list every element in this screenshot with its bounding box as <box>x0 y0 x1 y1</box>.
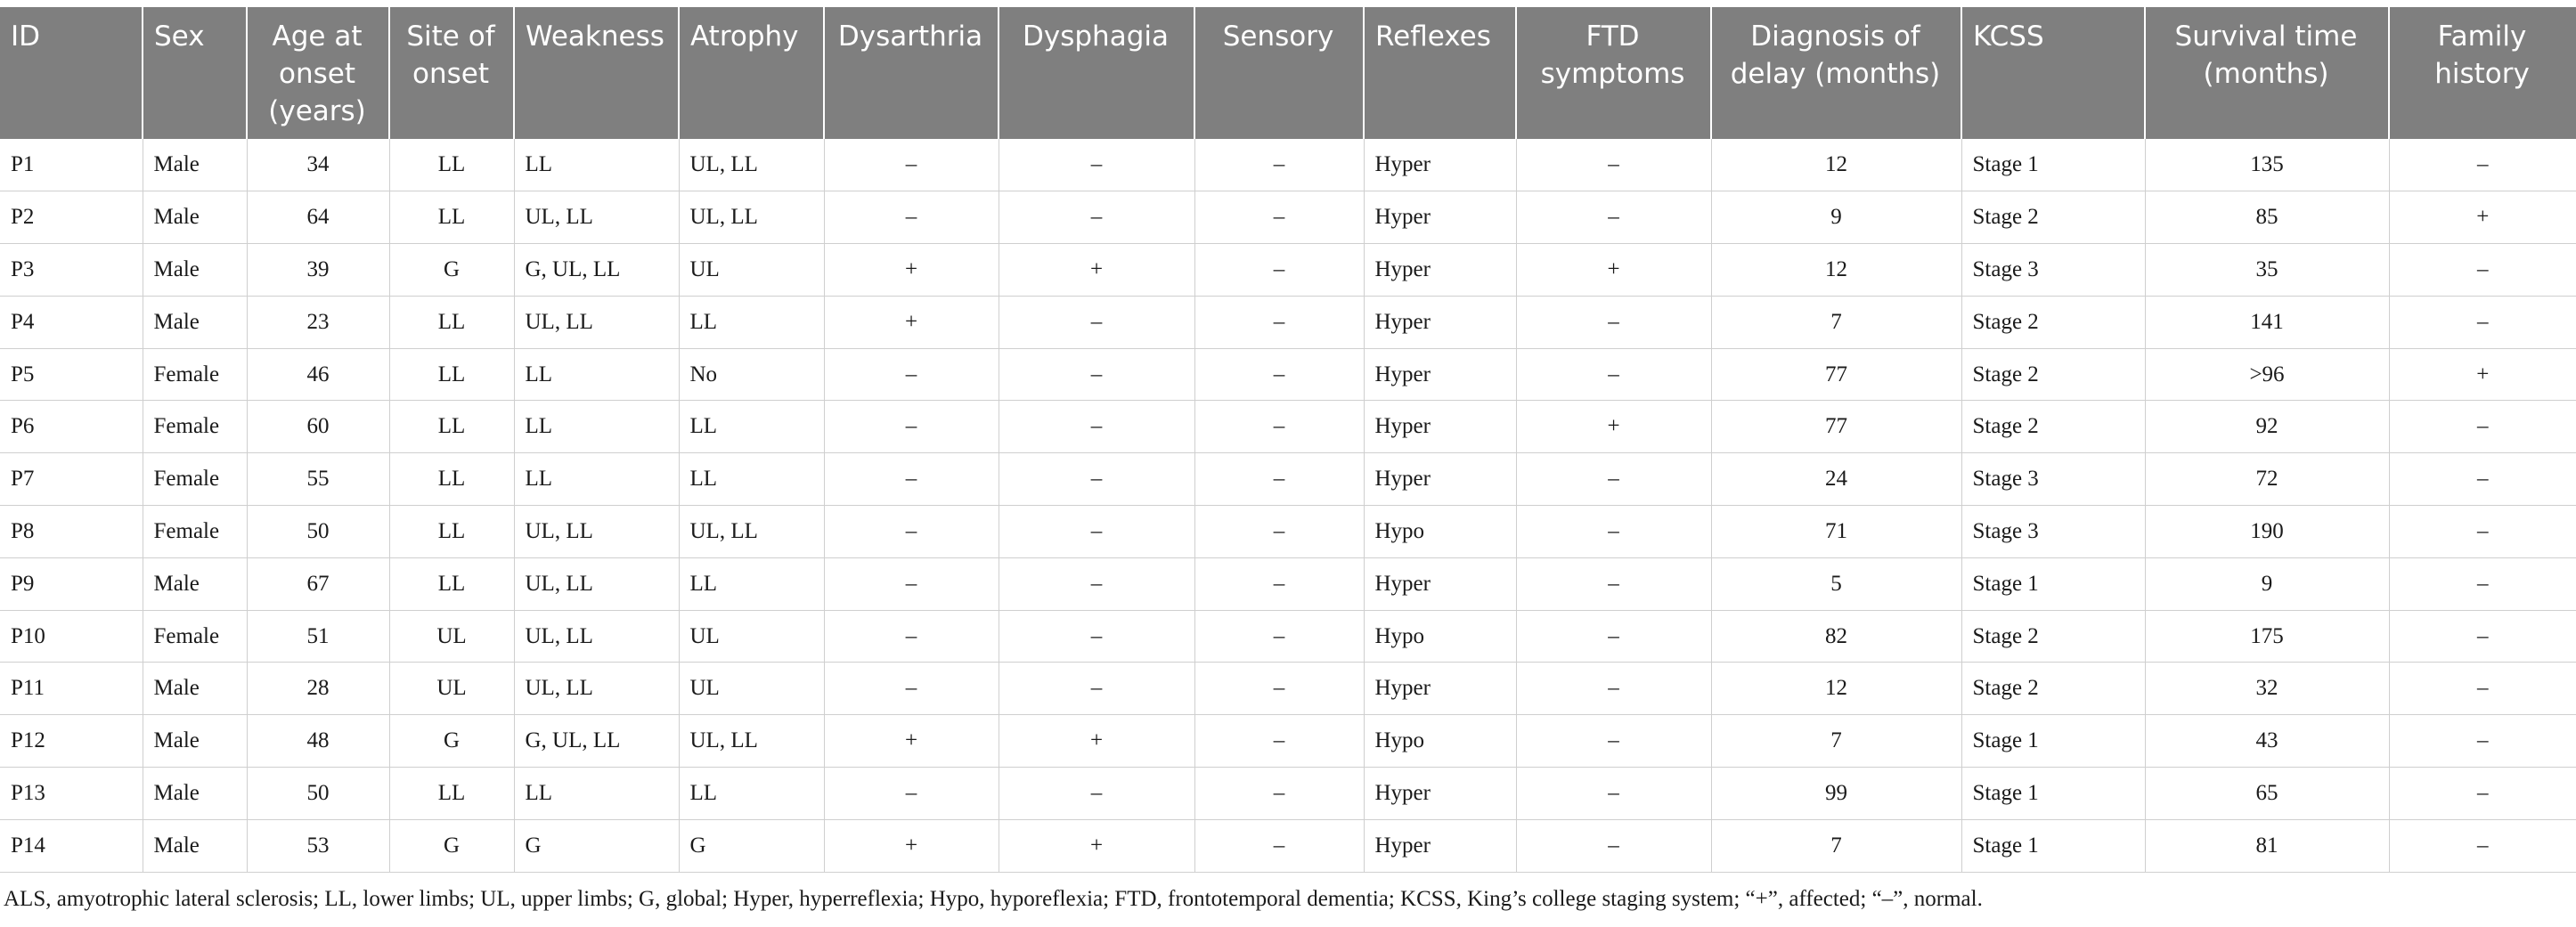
table-cell: UL <box>389 663 514 715</box>
table-cell: 7 <box>1711 715 1961 768</box>
column-header: Survival time (months) <box>2145 7 2389 139</box>
table-cell: + <box>1516 244 1711 297</box>
table-cell: Stage 2 <box>1961 191 2145 244</box>
table-cell: LL <box>389 139 514 191</box>
table-cell: – <box>2389 768 2576 820</box>
table-cell: 53 <box>247 819 389 872</box>
table-cell: – <box>1194 715 1364 768</box>
table-cell: Stage 2 <box>1961 296 2145 348</box>
table-cell: LL <box>514 453 679 506</box>
table-cell: – <box>1194 819 1364 872</box>
table-cell: LL <box>389 401 514 453</box>
table-row <box>0 557 2576 610</box>
table-cell: – <box>2389 139 2576 191</box>
table-cell: 12 <box>1711 244 1961 297</box>
table-row <box>0 348 2576 401</box>
table-cell: – <box>1194 401 1364 453</box>
table-cell: G <box>389 244 514 297</box>
table-cell: + <box>824 296 999 348</box>
table-cell: – <box>1194 768 1364 820</box>
table-cell: – <box>2389 244 2576 297</box>
table-cell: 12 <box>1711 139 1961 191</box>
table-cell: – <box>1194 663 1364 715</box>
table-cell: + <box>1516 401 1711 453</box>
table-cell: – <box>1516 819 1711 872</box>
table-cell: – <box>824 610 999 663</box>
table-cell: + <box>999 715 1194 768</box>
table-cell: 48 <box>247 715 389 768</box>
table-cell: P12 <box>0 715 143 768</box>
table-cell: LL <box>679 768 824 820</box>
table-cell: P3 <box>0 244 143 297</box>
table-cell: LL <box>389 506 514 558</box>
table-cell: Stage 3 <box>1961 453 2145 506</box>
table-cell: LL <box>514 401 679 453</box>
column-header: Family history <box>2389 7 2576 139</box>
table-cell: Male <box>143 191 247 244</box>
table-cell: – <box>1194 191 1364 244</box>
table-cell: Stage 2 <box>1961 663 2145 715</box>
table-cell: 5 <box>1711 557 1961 610</box>
patient-characteristics-table <box>0 7 2576 873</box>
table-cell: 35 <box>2145 244 2389 297</box>
table-cell: – <box>824 453 999 506</box>
table-cell: Stage 1 <box>1961 557 2145 610</box>
column-header: Age at onset (years) <box>247 7 389 139</box>
table-cell: Hyper <box>1364 296 1516 348</box>
table-cell: 23 <box>247 296 389 348</box>
table-cell: – <box>2389 715 2576 768</box>
table-cell: UL, LL <box>679 191 824 244</box>
column-header: Site of onset <box>389 7 514 139</box>
table-cell: 72 <box>2145 453 2389 506</box>
table-cell: – <box>2389 819 2576 872</box>
table-cell: LL <box>514 768 679 820</box>
table-cell: LL <box>514 139 679 191</box>
table-cell: – <box>1516 768 1711 820</box>
table-cell: – <box>824 348 999 401</box>
table-cell: G, UL, LL <box>514 715 679 768</box>
table-cell: Hyper <box>1364 244 1516 297</box>
table-cell: – <box>824 506 999 558</box>
table-cell: 81 <box>2145 819 2389 872</box>
table-row <box>0 139 2576 191</box>
table-cell: UL, LL <box>514 610 679 663</box>
table-cell: Stage 1 <box>1961 715 2145 768</box>
table-cell: Male <box>143 557 247 610</box>
table-cell: Hyper <box>1364 557 1516 610</box>
table-cell: – <box>1194 348 1364 401</box>
table-cell: Male <box>143 819 247 872</box>
table-cell: 50 <box>247 506 389 558</box>
table-cell: – <box>824 191 999 244</box>
table-cell: 7 <box>1711 296 1961 348</box>
table-cell: LL <box>389 557 514 610</box>
table-cell: + <box>2389 348 2576 401</box>
column-header: Weakness <box>514 7 679 139</box>
table-cell: 46 <box>247 348 389 401</box>
table-cell: UL, LL <box>679 139 824 191</box>
table-cell: 12 <box>1711 663 1961 715</box>
table-cell: UL, LL <box>514 296 679 348</box>
table-cell: – <box>2389 506 2576 558</box>
table-cell: Hyper <box>1364 139 1516 191</box>
table-cell: Stage 3 <box>1961 506 2145 558</box>
table-cell: No <box>679 348 824 401</box>
table-cell: LL <box>389 296 514 348</box>
table-cell: 50 <box>247 768 389 820</box>
table-cell: – <box>1194 453 1364 506</box>
table-row <box>0 191 2576 244</box>
header-row <box>0 7 2576 139</box>
table-row <box>0 453 2576 506</box>
table-cell: – <box>1194 557 1364 610</box>
column-header: Sex <box>143 7 247 139</box>
table-cell: P1 <box>0 139 143 191</box>
column-header: FTD symptoms <box>1516 7 1711 139</box>
table-cell: Male <box>143 139 247 191</box>
table-cell: Male <box>143 244 247 297</box>
column-header: Dysarthria <box>824 7 999 139</box>
table-row <box>0 610 2576 663</box>
table-cell: Hypo <box>1364 506 1516 558</box>
table-cell: 32 <box>2145 663 2389 715</box>
table-cell: – <box>1516 139 1711 191</box>
table-cell: UL <box>679 663 824 715</box>
column-header: Reflexes <box>1364 7 1516 139</box>
table-cell: Female <box>143 348 247 401</box>
table-cell: 60 <box>247 401 389 453</box>
table-cell: Female <box>143 506 247 558</box>
column-header: Sensory <box>1194 7 1364 139</box>
table-cell: G <box>679 819 824 872</box>
table-cell: – <box>999 139 1194 191</box>
table-cell: P10 <box>0 610 143 663</box>
table-cell: – <box>2389 401 2576 453</box>
table-cell: UL, LL <box>679 506 824 558</box>
table-row <box>0 715 2576 768</box>
table-cell: – <box>2389 663 2576 715</box>
table-cell: UL, LL <box>514 557 679 610</box>
table-cell: 64 <box>247 191 389 244</box>
table-cell: LL <box>679 296 824 348</box>
table-cell: Hyper <box>1364 401 1516 453</box>
table-cell: Hypo <box>1364 610 1516 663</box>
table-cell: Hypo <box>1364 715 1516 768</box>
table-cell: – <box>824 401 999 453</box>
table-cell: Hyper <box>1364 453 1516 506</box>
table-cell: – <box>1516 453 1711 506</box>
table-row <box>0 244 2576 297</box>
table-cell: 77 <box>1711 348 1961 401</box>
table-cell: 99 <box>1711 768 1961 820</box>
table-cell: Hyper <box>1364 348 1516 401</box>
table-cell: UL, LL <box>514 191 679 244</box>
column-header: ID <box>0 7 143 139</box>
table-cell: LL <box>389 453 514 506</box>
table-cell: – <box>1516 506 1711 558</box>
table-cell: – <box>2389 610 2576 663</box>
table-row <box>0 296 2576 348</box>
table-cell: – <box>999 296 1194 348</box>
table-cell: P4 <box>0 296 143 348</box>
table-cell: LL <box>514 348 679 401</box>
table-cell: G <box>389 715 514 768</box>
table-cell: LL <box>389 191 514 244</box>
table-cell: 141 <box>2145 296 2389 348</box>
table-body <box>0 139 2576 872</box>
table-footnote: ALS, amyotrophic lateral sclerosis; LL, lower limbs; UL, upper limbs; G, global; Hyper, hyperreflexia; Hypo, hyporeflexia; FTD, frontotemporal dementia; KCSS, King’s college staging system; “+”, affected; “–”, normal. <box>4 887 1983 911</box>
table-cell: 39 <box>247 244 389 297</box>
table-cell: LL <box>389 348 514 401</box>
table-cell: G <box>389 819 514 872</box>
column-header: Atrophy <box>679 7 824 139</box>
table-cell: – <box>999 768 1194 820</box>
table-row <box>0 506 2576 558</box>
table-cell: – <box>1194 296 1364 348</box>
table-cell: Hyper <box>1364 768 1516 820</box>
table-cell: P7 <box>0 453 143 506</box>
table-cell: – <box>824 663 999 715</box>
table-cell: – <box>999 610 1194 663</box>
table-cell: 77 <box>1711 401 1961 453</box>
column-header: Diagnosis of delay (months) <box>1711 7 1961 139</box>
table-header <box>0 7 2576 139</box>
table-cell: – <box>824 139 999 191</box>
table-cell: 65 <box>2145 768 2389 820</box>
table-cell: – <box>1516 296 1711 348</box>
table-cell: – <box>824 557 999 610</box>
table-cell: 85 <box>2145 191 2389 244</box>
table-cell: Stage 1 <box>1961 139 2145 191</box>
table-cell: 9 <box>1711 191 1961 244</box>
table-cell: + <box>2389 191 2576 244</box>
table-cell: – <box>1516 715 1711 768</box>
table-cell: 34 <box>247 139 389 191</box>
table-cell: UL <box>679 610 824 663</box>
table-cell: – <box>1516 557 1711 610</box>
table-cell: LL <box>389 768 514 820</box>
table-cell: P13 <box>0 768 143 820</box>
table-cell: – <box>999 663 1194 715</box>
table-cell: P6 <box>0 401 143 453</box>
table-cell: Stage 3 <box>1961 244 2145 297</box>
table-cell: + <box>999 819 1194 872</box>
table-cell: – <box>2389 557 2576 610</box>
table-cell: P5 <box>0 348 143 401</box>
table-cell: Hyper <box>1364 191 1516 244</box>
table-cell: 190 <box>2145 506 2389 558</box>
table-cell: + <box>824 715 999 768</box>
table-cell: 7 <box>1711 819 1961 872</box>
table-row <box>0 819 2576 872</box>
table-cell: 55 <box>247 453 389 506</box>
table-cell: Stage 1 <box>1961 819 2145 872</box>
table-cell: 24 <box>1711 453 1961 506</box>
table-cell: LL <box>679 453 824 506</box>
table-cell: Stage 1 <box>1961 768 2145 820</box>
patient-table-container <box>0 7 2576 873</box>
table-cell: P9 <box>0 557 143 610</box>
table-cell: – <box>1516 348 1711 401</box>
table-cell: UL <box>389 610 514 663</box>
table-cell: 67 <box>247 557 389 610</box>
table-cell: 92 <box>2145 401 2389 453</box>
table-cell: P2 <box>0 191 143 244</box>
table-cell: – <box>1516 663 1711 715</box>
table-cell: – <box>999 401 1194 453</box>
table-cell: – <box>1194 506 1364 558</box>
table-row <box>0 768 2576 820</box>
table-cell: – <box>999 453 1194 506</box>
table-cell: 135 <box>2145 139 2389 191</box>
table-cell: >96 <box>2145 348 2389 401</box>
table-cell: + <box>824 244 999 297</box>
table-cell: UL <box>679 244 824 297</box>
table-cell: – <box>999 191 1194 244</box>
table-cell: + <box>824 819 999 872</box>
table-cell: – <box>999 506 1194 558</box>
table-cell: Male <box>143 715 247 768</box>
table-cell: 9 <box>2145 557 2389 610</box>
table-row <box>0 401 2576 453</box>
table-cell: – <box>2389 296 2576 348</box>
table-cell: LL <box>679 557 824 610</box>
table-cell: Male <box>143 296 247 348</box>
table-cell: Female <box>143 453 247 506</box>
table-row <box>0 663 2576 715</box>
table-cell: UL, LL <box>514 663 679 715</box>
table-cell: 28 <box>247 663 389 715</box>
table-cell: 82 <box>1711 610 1961 663</box>
table-cell: UL, LL <box>679 715 824 768</box>
table-cell: 43 <box>2145 715 2389 768</box>
table-cell: – <box>1194 139 1364 191</box>
table-cell: Hyper <box>1364 819 1516 872</box>
table-cell: – <box>999 557 1194 610</box>
table-cell: UL, LL <box>514 506 679 558</box>
table-cell: P8 <box>0 506 143 558</box>
table-cell: Male <box>143 768 247 820</box>
table-cell: LL <box>679 401 824 453</box>
table-cell: P11 <box>0 663 143 715</box>
table-cell: Stage 2 <box>1961 401 2145 453</box>
table-cell: – <box>1194 244 1364 297</box>
table-cell: G <box>514 819 679 872</box>
table-cell: – <box>824 768 999 820</box>
table-cell: 175 <box>2145 610 2389 663</box>
table-cell: P14 <box>0 819 143 872</box>
table-cell: Hyper <box>1364 663 1516 715</box>
table-cell: Female <box>143 401 247 453</box>
table-cell: – <box>1516 610 1711 663</box>
column-header: KCSS <box>1961 7 2145 139</box>
table-cell: – <box>1516 191 1711 244</box>
table-cell: 71 <box>1711 506 1961 558</box>
table-cell: + <box>999 244 1194 297</box>
table-cell: Stage 2 <box>1961 348 2145 401</box>
column-header: Dysphagia <box>999 7 1194 139</box>
table-cell: – <box>2389 453 2576 506</box>
table-cell: – <box>999 348 1194 401</box>
table-cell: Male <box>143 663 247 715</box>
table-cell: G, UL, LL <box>514 244 679 297</box>
table-cell: Stage 2 <box>1961 610 2145 663</box>
table-cell: – <box>1194 610 1364 663</box>
table-cell: Female <box>143 610 247 663</box>
table-cell: 51 <box>247 610 389 663</box>
